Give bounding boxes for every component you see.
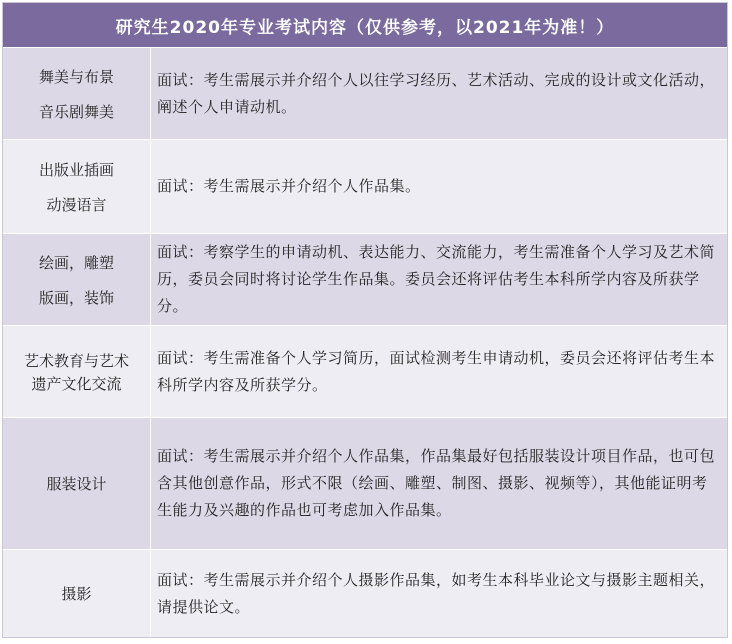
description-cell: 面试：考生需展示并介绍个人作品集，作品集最好包括服装设计项目作品，也可包含其他创意作品，形式不限（绘画、雕塑、制图、摄影、视频等），其他能证明考生能力及兴趣的作品也可考虑加入作品集。 <box>157 447 716 519</box>
category-cell <box>3 418 151 549</box>
category-cell <box>3 550 151 637</box>
table-row <box>3 549 727 637</box>
category-line: 音乐剧舞美 <box>38 102 114 121</box>
exam-content-table <box>2 2 728 638</box>
category-line: 服装设计 <box>46 475 107 493</box>
description-cell: 面试：考生需展示并介绍个人作品集。 <box>157 177 421 195</box>
table-row <box>3 47 727 139</box>
category-cell <box>3 326 151 417</box>
category-cell <box>3 48 151 139</box>
description-cell: 面试：考生需准备个人学习简历，面试检测考生申请动机，委员会还将评估考生本科所学内容及所获学分。 <box>157 348 716 394</box>
category-line: 出版业插画 <box>38 160 114 179</box>
description-cell: 面试：考察学生的申请动机、表达能力、交流能力，考生需准备个人学习及艺术简历，委员会同时将讨论学生作品集。委员会还将评估考生本科所学内容及所获学分。 <box>157 243 716 315</box>
table-row <box>3 139 727 233</box>
description-cell: 面试：考生需展示并介绍个人以往学习经历、艺术活动、完成的设计或文化活动，阐述个人申请动机。 <box>157 70 716 116</box>
table-row <box>3 325 727 417</box>
description-cell: 面试：考生需展示并介绍个人摄影作品集，如考生本科毕业论文与摄影主题相关，请提供论文。 <box>157 570 716 616</box>
category-cell <box>3 140 151 233</box>
table-row <box>3 233 727 325</box>
category-cell <box>3 234 151 325</box>
table-row <box>3 417 727 549</box>
table-title: 研究生2020年专业考试内容（仅供参考，以2021年为准！） <box>3 3 727 47</box>
category-line: 版画，装饰 <box>38 288 114 307</box>
category-line: 艺术教育与艺术 <box>23 351 129 370</box>
category-line: 动漫语言 <box>46 195 107 214</box>
category-line: 遗产文化交流 <box>31 374 122 393</box>
category-line: 舞美与布景 <box>38 67 114 86</box>
category-line: 绘画，雕塑 <box>38 253 114 272</box>
category-line: 摄影 <box>61 585 92 603</box>
